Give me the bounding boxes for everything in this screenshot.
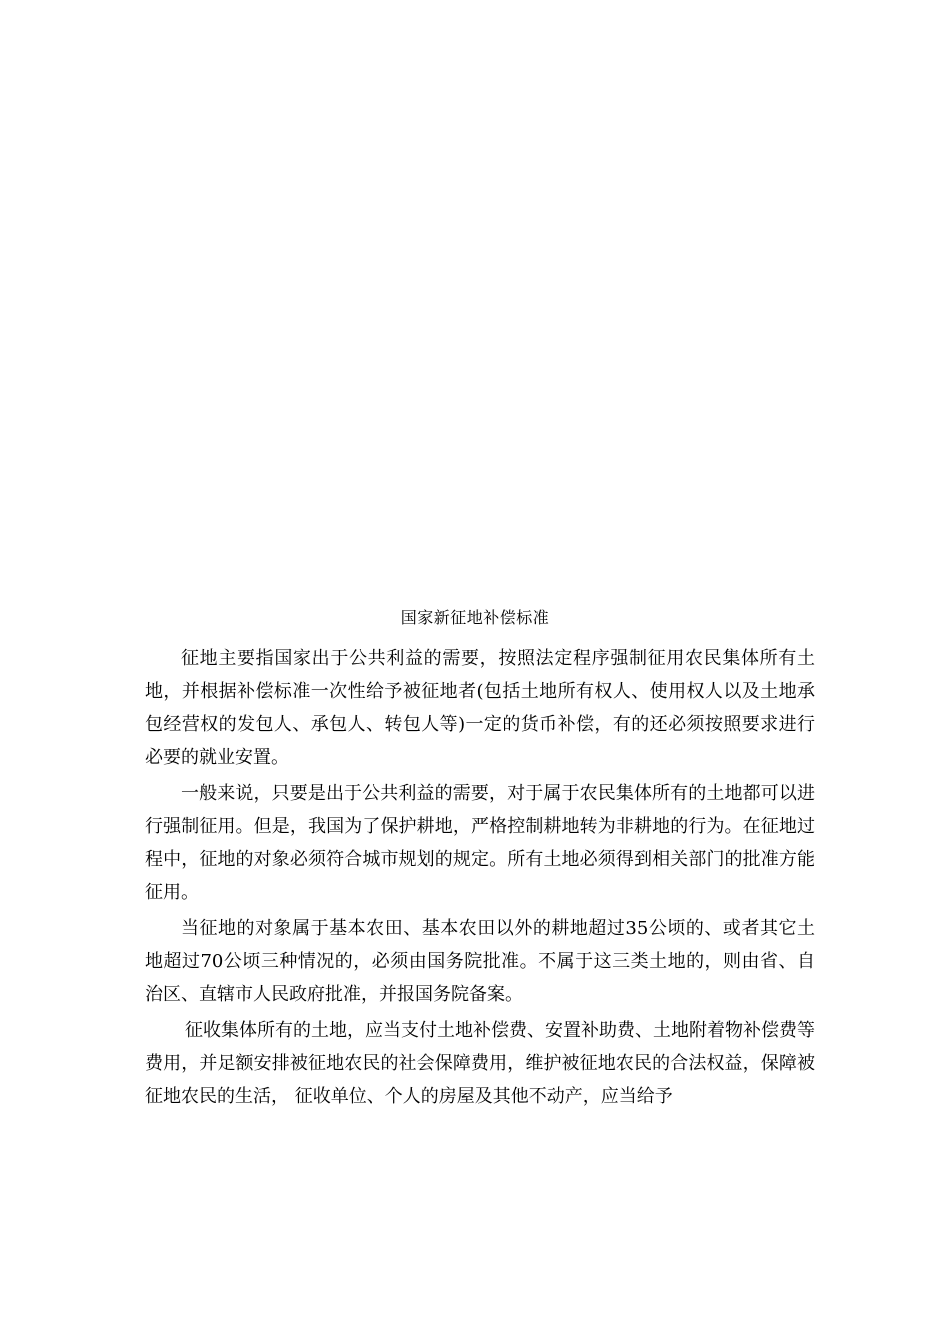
document-body (145, 642, 815, 1116)
document-title: 国家新征地补偿标准 (400, 608, 550, 627)
paragraph-2: 一般来说，只要是出于公共利益的需要，对于属于农民集体所有的土地都可以进行强制征用。但是，我国为了保护耕地，严格控制耕地转为非耕地的行为。在征地过程中，征地的对象必须符合城市规划的规定。所有土地必须得到相关部门的批准方能征用。 (145, 783, 815, 903)
paragraph-3: 当征地的对象属于基本农田、基本农田以外的耕地超过35公顷的、或者其它土地超过70公顷三种情况的，必须由国务院批准。不属于这三类土地的，则由省、自治区、直辖市人民政府批准，并报国务院备案。 (145, 918, 815, 1005)
paragraph-4: 征收集体所有的土地，应当支付土地补偿费、安置补助费、土地附着物补偿费等费用，并足额安排被征地农民的社会保障费用，维护被征地农民的合法权益，保障被征地农民的生活， 征收单位、个人的房屋及其他不动产，应当给予 (145, 1020, 815, 1107)
paragraph-1: 征地主要指国家出于公共利益的需要，按照法定程序强制征用农民集体所有土地，并根据补偿标准一次性给予被征地者(包括土地所有权人、使用权人以及土地承包经营权的发包人、承包人、转包人等)一定的货币补偿，有的还必须按照要求进行必要的就业安置。 (145, 648, 815, 768)
